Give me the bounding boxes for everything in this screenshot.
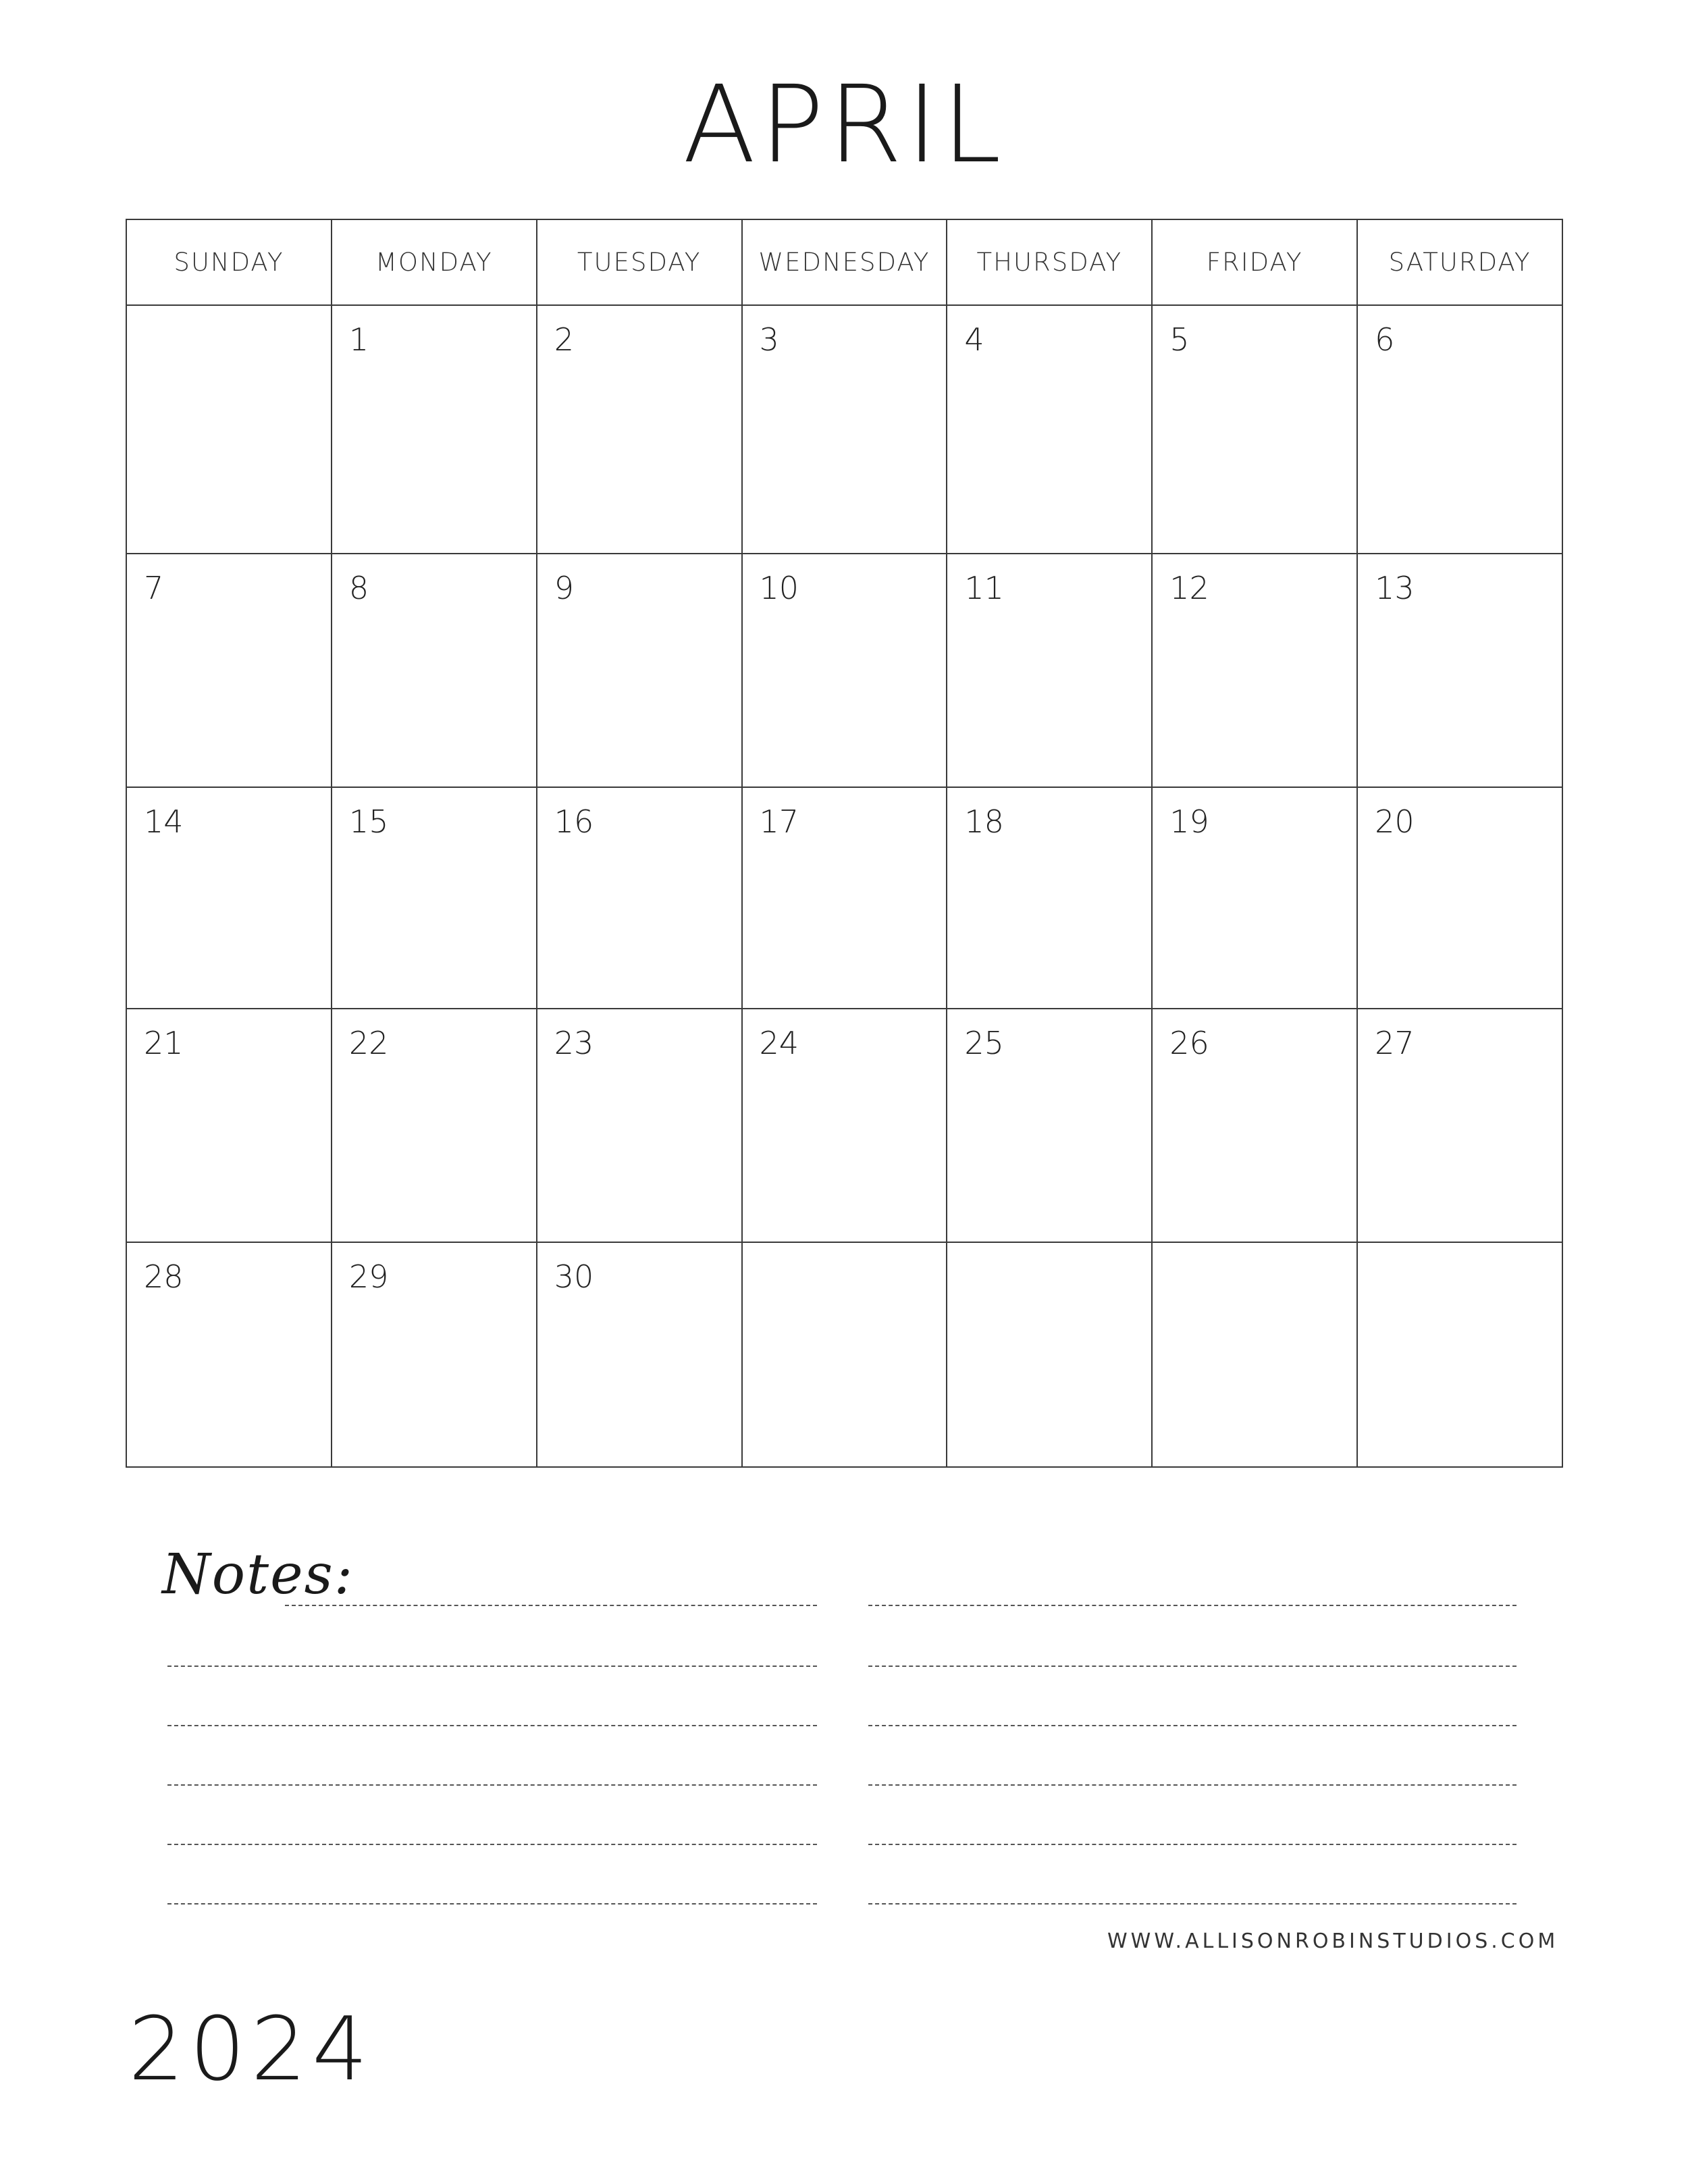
day-cell [1357, 787, 1562, 1009]
day-cell [1152, 554, 1357, 787]
day-cell [537, 787, 742, 1009]
note-line[interactable] [167, 1666, 817, 1667]
day-cell [332, 554, 537, 787]
day-cell [332, 1242, 537, 1467]
day-cell [1357, 554, 1562, 787]
day-number: 9 [554, 570, 574, 606]
day-number: 17 [759, 803, 799, 840]
note-line[interactable] [868, 1666, 1516, 1667]
weekday-header: MONDAY [332, 219, 537, 305]
day-cell [126, 1242, 332, 1467]
day-number: 19 [1169, 803, 1209, 840]
week-row [126, 1009, 1562, 1242]
day-number: 14 [144, 803, 184, 840]
month-title: APRIL [683, 63, 1005, 187]
note-line[interactable] [868, 1725, 1516, 1726]
day-cell [1152, 1242, 1357, 1467]
note-line[interactable] [167, 1844, 817, 1845]
day-number: 1 [348, 321, 369, 358]
weekday-header: TUESDAY [537, 219, 742, 305]
day-number: 21 [144, 1025, 184, 1061]
day-cell [332, 1009, 537, 1242]
day-cell [1152, 787, 1357, 1009]
day-number [1153, 1243, 1356, 1258]
day-number [127, 306, 331, 321]
day-number: 4 [964, 321, 984, 358]
day-number: 7 [144, 570, 164, 606]
day-cell [537, 1242, 742, 1467]
note-line[interactable] [285, 1605, 817, 1606]
day-number: 27 [1375, 1025, 1415, 1061]
week-row [126, 1242, 1562, 1467]
day-number: 29 [348, 1258, 389, 1295]
day-number: 28 [144, 1258, 184, 1295]
day-number: 26 [1169, 1025, 1209, 1061]
day-number [743, 1243, 947, 1258]
day-number: 25 [964, 1025, 1004, 1061]
day-cell [537, 305, 742, 554]
website-url: WWW.ALLISONROBINSTUDIOS.COM [1107, 1929, 1559, 1953]
day-cell [1357, 1242, 1562, 1467]
day-cell [126, 554, 332, 787]
day-number: 13 [1375, 570, 1415, 606]
day-cell [126, 305, 332, 554]
day-number: 23 [554, 1025, 594, 1061]
week-row [126, 305, 1562, 554]
note-line[interactable] [167, 1725, 817, 1726]
day-number: 22 [348, 1025, 389, 1061]
day-number: 11 [964, 570, 1004, 606]
note-line[interactable] [167, 1903, 817, 1905]
day-number: 3 [759, 321, 779, 358]
day-cell [947, 554, 1152, 787]
day-cell [332, 787, 537, 1009]
day-cell [947, 1009, 1152, 1242]
day-number: 30 [554, 1258, 594, 1295]
day-number: 18 [964, 803, 1004, 840]
note-line[interactable] [868, 1844, 1516, 1845]
day-cell [742, 305, 947, 554]
day-number [947, 1243, 1151, 1258]
weekday-header: SUNDAY [126, 219, 332, 305]
day-number: 16 [554, 803, 594, 840]
week-row [126, 787, 1562, 1009]
day-cell [1357, 1009, 1562, 1242]
day-cell [1357, 305, 1562, 554]
day-number: 12 [1169, 570, 1209, 606]
year-label: 2024 [128, 1998, 373, 2100]
day-number: 15 [348, 803, 389, 840]
notes-label: Notes: [162, 1543, 354, 1607]
day-cell [537, 554, 742, 787]
day-cell [742, 554, 947, 787]
calendar-grid [126, 219, 1563, 1468]
note-line[interactable] [868, 1605, 1516, 1606]
note-line[interactable] [868, 1784, 1516, 1786]
day-cell [742, 1242, 947, 1467]
day-number: 5 [1169, 321, 1190, 358]
day-number: 8 [348, 570, 369, 606]
weekday-header: SATURDAY [1357, 219, 1562, 305]
day-number: 20 [1375, 803, 1415, 840]
week-row [126, 554, 1562, 787]
day-cell [126, 1009, 332, 1242]
weekday-header: WEDNESDAY [742, 219, 947, 305]
day-cell [332, 305, 537, 554]
weekday-header: THURSDAY [947, 219, 1152, 305]
day-cell [537, 1009, 742, 1242]
day-number [1358, 1243, 1562, 1258]
day-cell [947, 305, 1152, 554]
weekday-header: FRIDAY [1152, 219, 1357, 305]
day-cell [1152, 305, 1357, 554]
day-number: 6 [1375, 321, 1395, 358]
day-number: 10 [759, 570, 799, 606]
day-number: 2 [554, 321, 574, 358]
note-line[interactable] [868, 1903, 1516, 1905]
day-cell [742, 1009, 947, 1242]
day-number: 24 [759, 1025, 799, 1061]
weekday-header-row [126, 219, 1562, 305]
day-cell [126, 787, 332, 1009]
day-cell [947, 787, 1152, 1009]
note-line[interactable] [167, 1784, 817, 1786]
day-cell [742, 787, 947, 1009]
day-cell [947, 1242, 1152, 1467]
day-cell [1152, 1009, 1357, 1242]
